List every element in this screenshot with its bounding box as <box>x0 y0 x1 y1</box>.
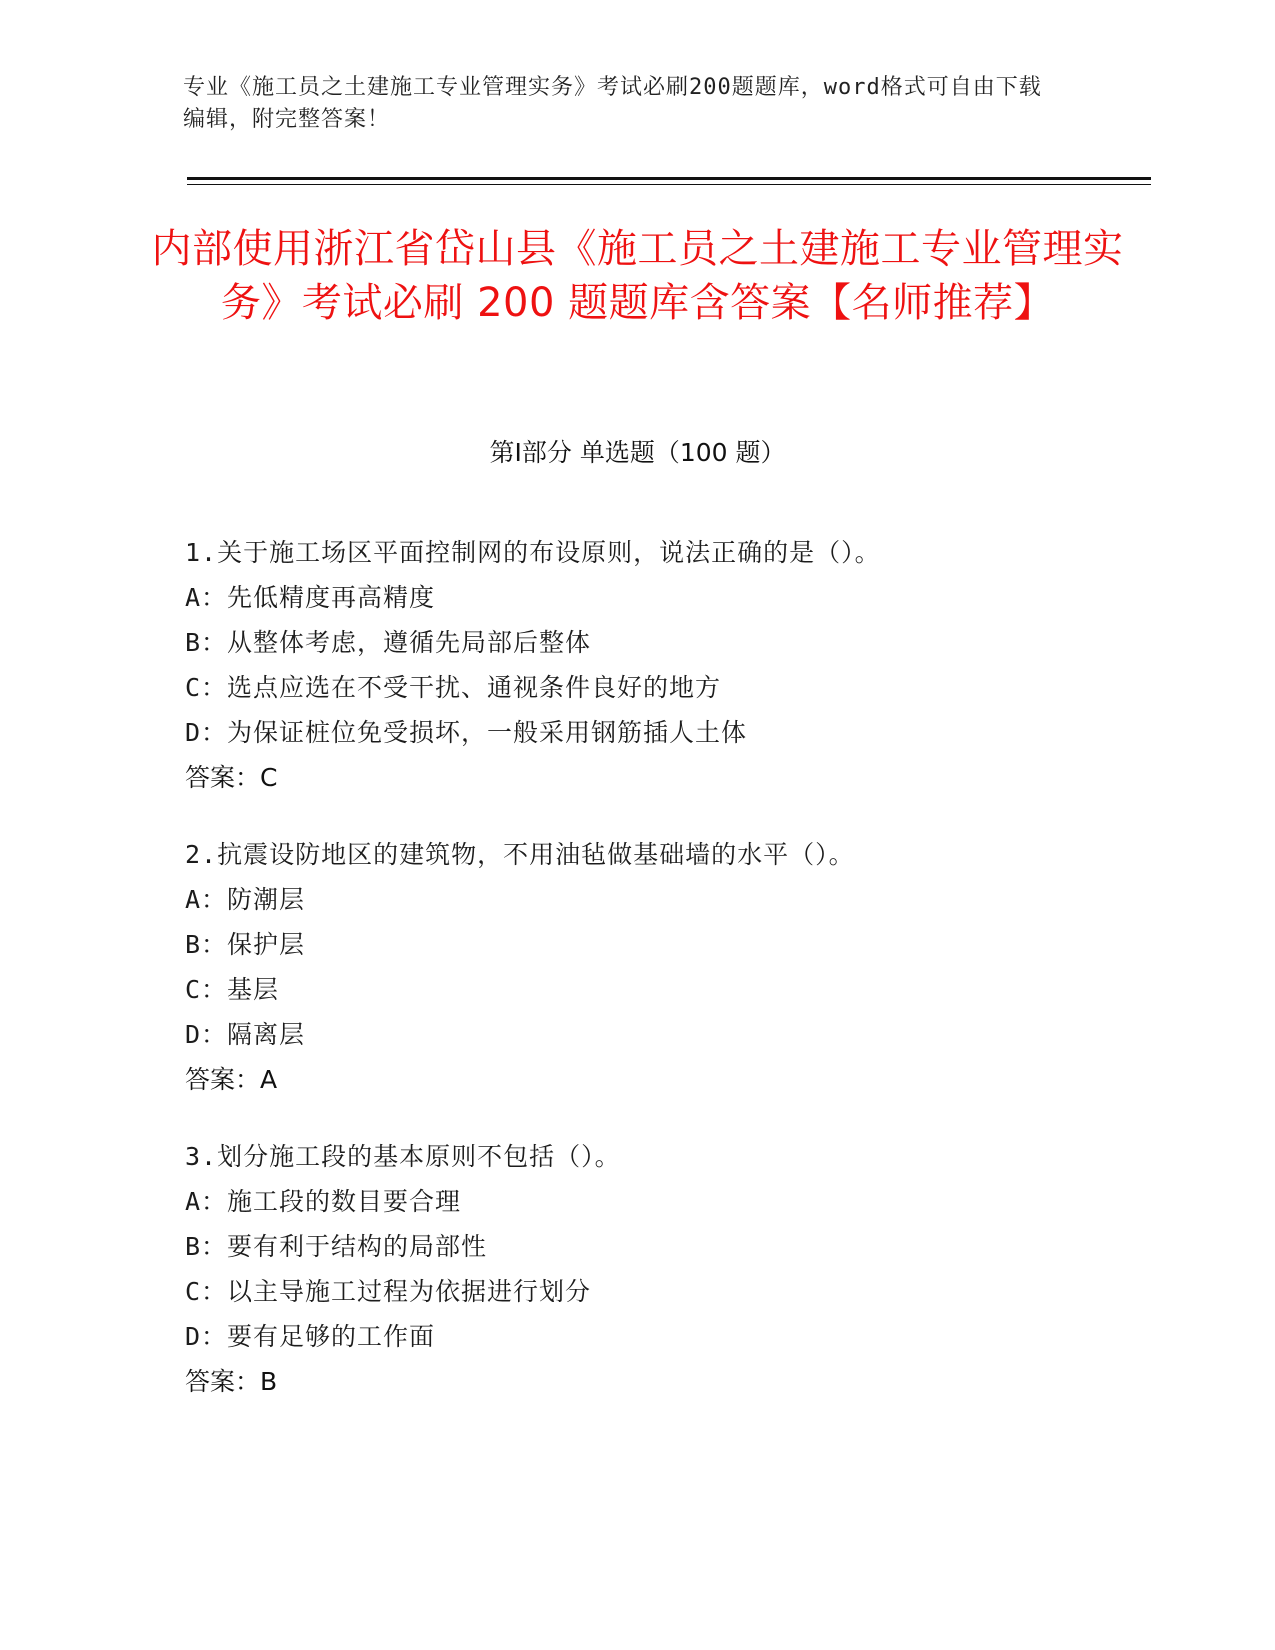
option-b: B：保护层 <box>185 930 306 959</box>
question-stem: 3.划分施工段的基本原则不包括（）。 <box>185 1142 621 1171</box>
option-a: A：防潮层 <box>185 885 306 914</box>
question-stem: 2.抗震设防地区的建筑物，不用油毡做基础墙的水平（）。 <box>185 840 855 869</box>
option-d: D：隔离层 <box>185 1020 306 1049</box>
question-stem: 1.关于施工场区平面控制网的布设原则，说法正确的是（）。 <box>185 538 881 567</box>
answer-line: 答案：A <box>185 1065 278 1094</box>
header-divider-thin <box>187 184 1151 185</box>
question-item <box>185 832 1145 1103</box>
option-a: A：先低精度再高精度 <box>185 583 436 612</box>
question-item <box>185 1134 1145 1405</box>
document-title: 内部使用浙江省岱山县《施工员之土建施工专业管理实务》考试必刷 200 题题库含答案【名师推荐】 <box>151 226 1124 326</box>
answer-line: 答案：C <box>185 763 278 792</box>
option-b: B：要有利于结构的局部性 <box>185 1232 488 1261</box>
section-heading: 第Ⅰ部分 单选题（100 题） <box>489 438 786 467</box>
option-d: D：为保证桩位免受损坏，一般采用钢筋插人土体 <box>185 718 748 747</box>
option-c: C：选点应选在不受干扰、通视条件良好的地方 <box>185 673 722 702</box>
header-note: 专业《施工员之土建施工专业管理实务》考试必刷200题题库，word格式可自由下载编辑，附完整答案！ <box>183 75 1042 132</box>
option-b: B：从整体考虑，遵循先局部后整体 <box>185 628 592 657</box>
option-a: A：施工段的数目要合理 <box>185 1187 462 1216</box>
option-c: C：以主导施工过程为依据进行划分 <box>185 1277 592 1306</box>
header-divider-thick <box>187 177 1151 180</box>
answer-line: 答案：B <box>185 1367 278 1396</box>
option-c: C：基层 <box>185 975 280 1004</box>
question-item <box>185 530 1145 801</box>
option-d: D：要有足够的工作面 <box>185 1322 436 1351</box>
question-list <box>185 530 1145 1436</box>
